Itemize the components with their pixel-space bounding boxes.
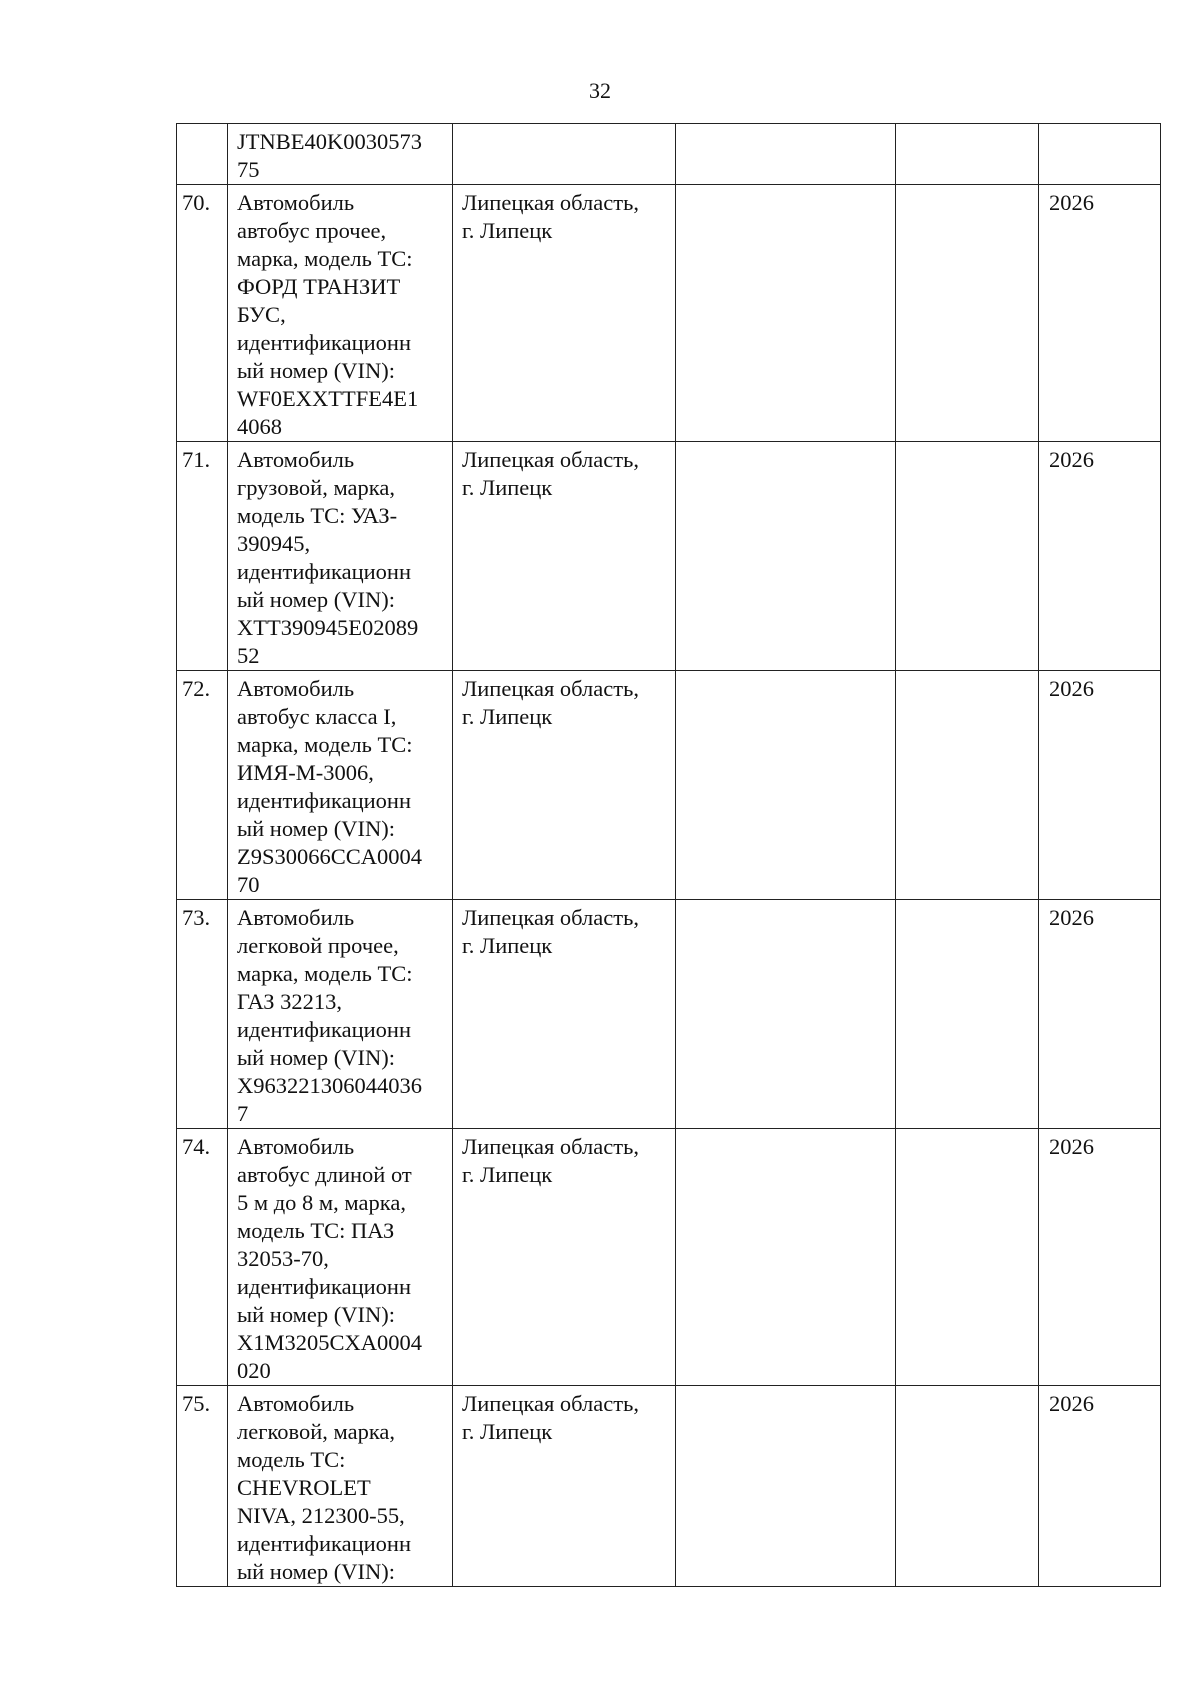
location: Липецкая область, г. Липецк (453, 1129, 676, 1386)
location: Липецкая область, г. Липецк (453, 900, 676, 1129)
empty-cell (896, 671, 1039, 900)
table-row (177, 1386, 1161, 1587)
table-row (177, 124, 1161, 185)
row-number (177, 124, 228, 185)
location: Липецкая область, г. Липецк (453, 185, 676, 442)
vehicle-description: Автомобиль грузовой, марка, модель ТС: УАЗ- 390945, идентификационн ый номер (VIN): XTT390945E02089 52 (228, 442, 453, 671)
empty-cell (676, 671, 896, 900)
table-row (177, 1129, 1161, 1386)
empty-cell (896, 124, 1039, 185)
location: Липецкая область, г. Липецк (453, 671, 676, 900)
location: Липецкая область, г. Липецк (453, 442, 676, 671)
empty-cell (896, 1129, 1039, 1386)
empty-cell (896, 900, 1039, 1129)
table-row (177, 442, 1161, 671)
year: 2026 (1039, 1386, 1161, 1587)
row-number: 73. (177, 900, 228, 1129)
year: 2026 (1039, 442, 1161, 671)
year: 2026 (1039, 671, 1161, 900)
row-number: 71. (177, 442, 228, 671)
empty-cell (676, 442, 896, 671)
empty-cell (896, 1386, 1039, 1587)
vehicle-description: JTNBE40K0030573 75 (228, 124, 453, 185)
empty-cell (676, 124, 896, 185)
table-row (177, 900, 1161, 1129)
vehicle-description: Автомобиль автобус длиной от 5 м до 8 м, марка, модель ТС: ПАЗ 32053-70, идентификационн ый номер (VIN): X1M3205CXA0004 020 (228, 1129, 453, 1386)
row-number: 75. (177, 1386, 228, 1587)
row-number: 70. (177, 185, 228, 442)
empty-cell (676, 900, 896, 1129)
year: 2026 (1039, 185, 1161, 442)
year (1039, 124, 1161, 185)
vehicle-table (176, 123, 1161, 1587)
empty-cell (676, 1386, 896, 1587)
vehicle-description: Автомобиль легковой прочее, марка, модель ТС: ГАЗ 32213, идентификационн ый номер (VIN): X963221306044036 7 (228, 900, 453, 1129)
empty-cell (676, 185, 896, 442)
year: 2026 (1039, 900, 1161, 1129)
vehicle-description: Автомобиль автобус прочее, марка, модель ТС: ФОРД ТРАНЗИТ БУС, идентификационн ый номер (VIN): WF0EXXTTFE4E1 4068 (228, 185, 453, 442)
table-row (177, 185, 1161, 442)
row-number: 72. (177, 671, 228, 900)
location (453, 124, 676, 185)
page-number: 32 (589, 78, 611, 103)
empty-cell (896, 442, 1039, 671)
vehicle-description: Автомобиль легковой, марка, модель ТС: CHEVROLET NIVA, 212300-55, идентификационн ый номер (VIN): (228, 1386, 453, 1587)
location: Липецкая область, г. Липецк (453, 1386, 676, 1587)
vehicle-description: Автомобиль автобус класса I, марка, модель ТС: ИМЯ-М-3006, идентификационн ый номер (VIN): Z9S30066CCA0004 70 (228, 671, 453, 900)
row-number: 74. (177, 1129, 228, 1386)
empty-cell (896, 185, 1039, 442)
empty-cell (676, 1129, 896, 1386)
year: 2026 (1039, 1129, 1161, 1386)
table-row (177, 671, 1161, 900)
